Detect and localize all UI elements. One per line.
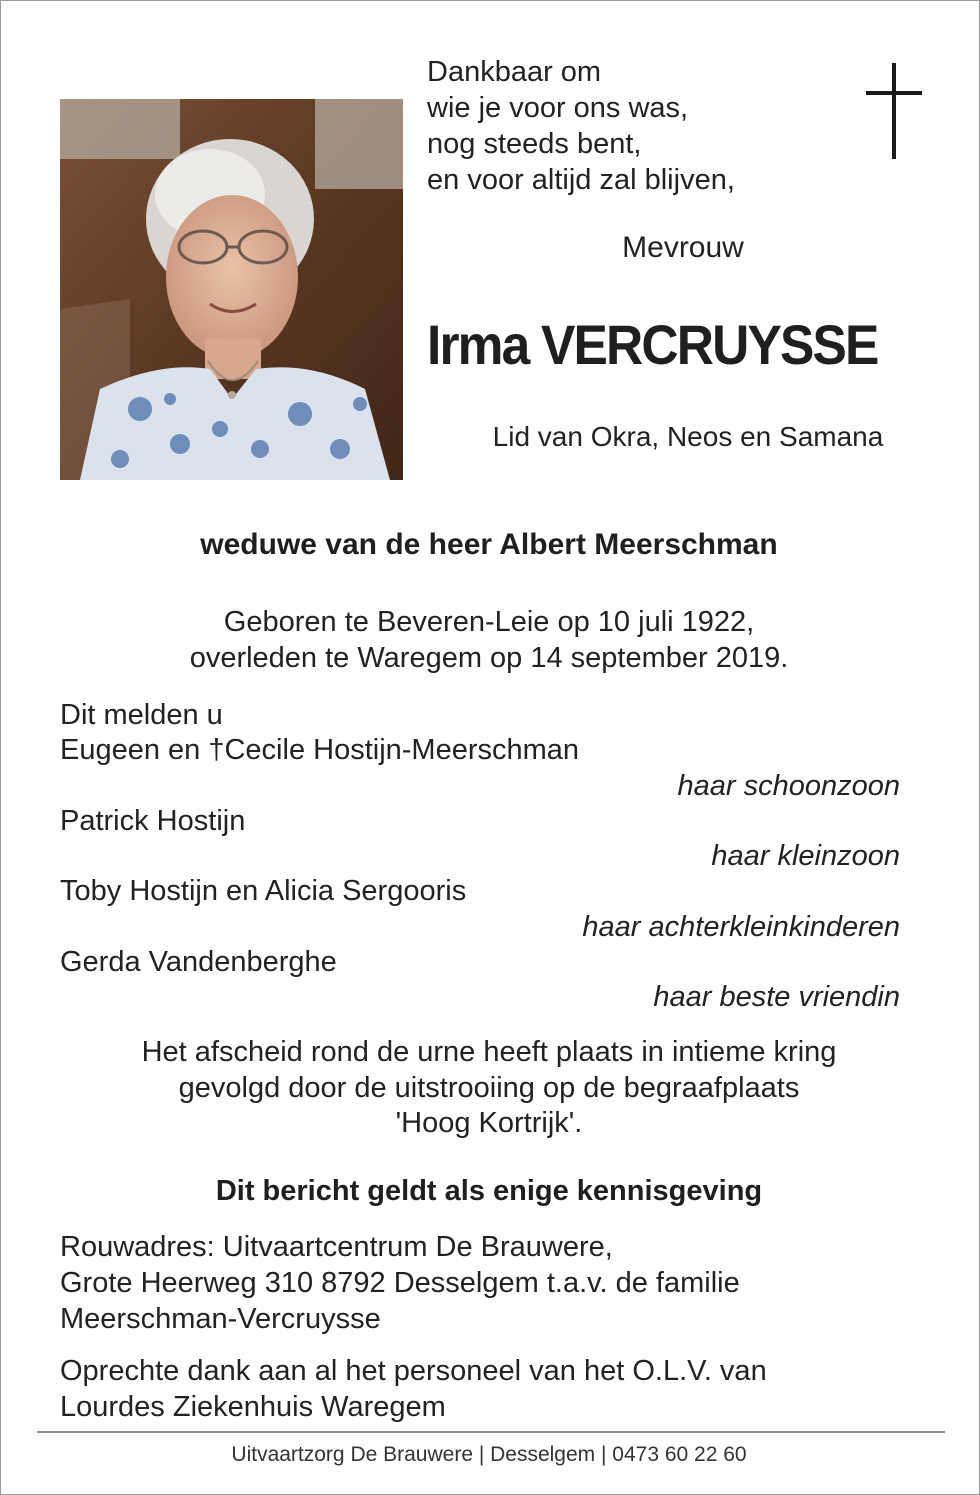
farewell-line: gevolgd door de uitstrooiing op de begraafplaats xyxy=(178,1071,800,1104)
footer-divider xyxy=(37,1431,945,1433)
family-member-name: Gerda Vandenberghe xyxy=(60,946,337,979)
thanks-line: Lourdes Ziekenhuis Waregem xyxy=(60,1391,446,1423)
family-intro: Dit melden u xyxy=(60,699,223,731)
poem xyxy=(427,54,735,198)
cross-icon xyxy=(863,61,925,161)
portrait-photo xyxy=(60,99,403,480)
notice-line: Dit bericht geldt als enige kennisgeving xyxy=(215,1175,763,1207)
mourning-address xyxy=(60,1229,940,1337)
membership: Lid van Okra, Neos en Samana xyxy=(492,421,884,452)
deceased-name: Irma VERCRUYSSE xyxy=(427,313,878,376)
family-member-relation: haar kleinzoon xyxy=(711,840,900,873)
family-member-relation: haar achterkleinkinderen xyxy=(582,910,900,943)
poem-line: nog steeds bent, xyxy=(427,128,642,160)
title-honorific: Mevrouw xyxy=(622,231,744,264)
funeral-home-footer: Uitvaartzorg De Brauwere | Desselgem | 0473 60 22 60 xyxy=(231,1443,747,1466)
family-list xyxy=(60,698,900,1016)
poem-line: wie je voor ons was, xyxy=(427,92,689,124)
farewell-line: 'Hoog Kortrijk'. xyxy=(395,1107,583,1139)
family-member-relation: haar schoonzoon xyxy=(677,769,900,802)
poem-line: Dankbaar om xyxy=(427,56,602,88)
birth-line: Geboren te Beveren-Leie op 10 juli 1922, xyxy=(223,606,755,638)
birth-death-dates xyxy=(1,604,977,676)
family-member-relation: haar beste vriendin xyxy=(653,981,900,1014)
family-member-name: Patrick Hostijn xyxy=(60,804,246,837)
address-line: Grote Heerweg 310 8792 Desselgem t.a.v. de familie xyxy=(60,1267,740,1299)
widow-line: weduwe van de heer Albert Meerschman xyxy=(200,528,778,561)
death-line: overleden te Waregem op 14 september 2019. xyxy=(189,642,789,674)
family-member-name: Eugeen en †Cecile Hostijn-Meerschman xyxy=(60,734,580,767)
address-line: Meerschman-Vercruysse xyxy=(60,1303,381,1335)
thanks-line: Oprechte dank aan al het personeel van het O.L.V. van xyxy=(60,1355,767,1387)
family-member-name: Toby Hostijn en Alicia Sergooris xyxy=(60,875,467,908)
thanks-text xyxy=(60,1353,940,1425)
farewell-line: Het afscheid rond de urne heeft plaats in intieme kring xyxy=(141,1036,837,1068)
address-line: Rouwadres: Uitvaartcentrum De Brauwere, xyxy=(60,1231,613,1263)
poem-line: en voor altijd zal blijven, xyxy=(427,164,735,196)
farewell-text xyxy=(1,1035,977,1142)
